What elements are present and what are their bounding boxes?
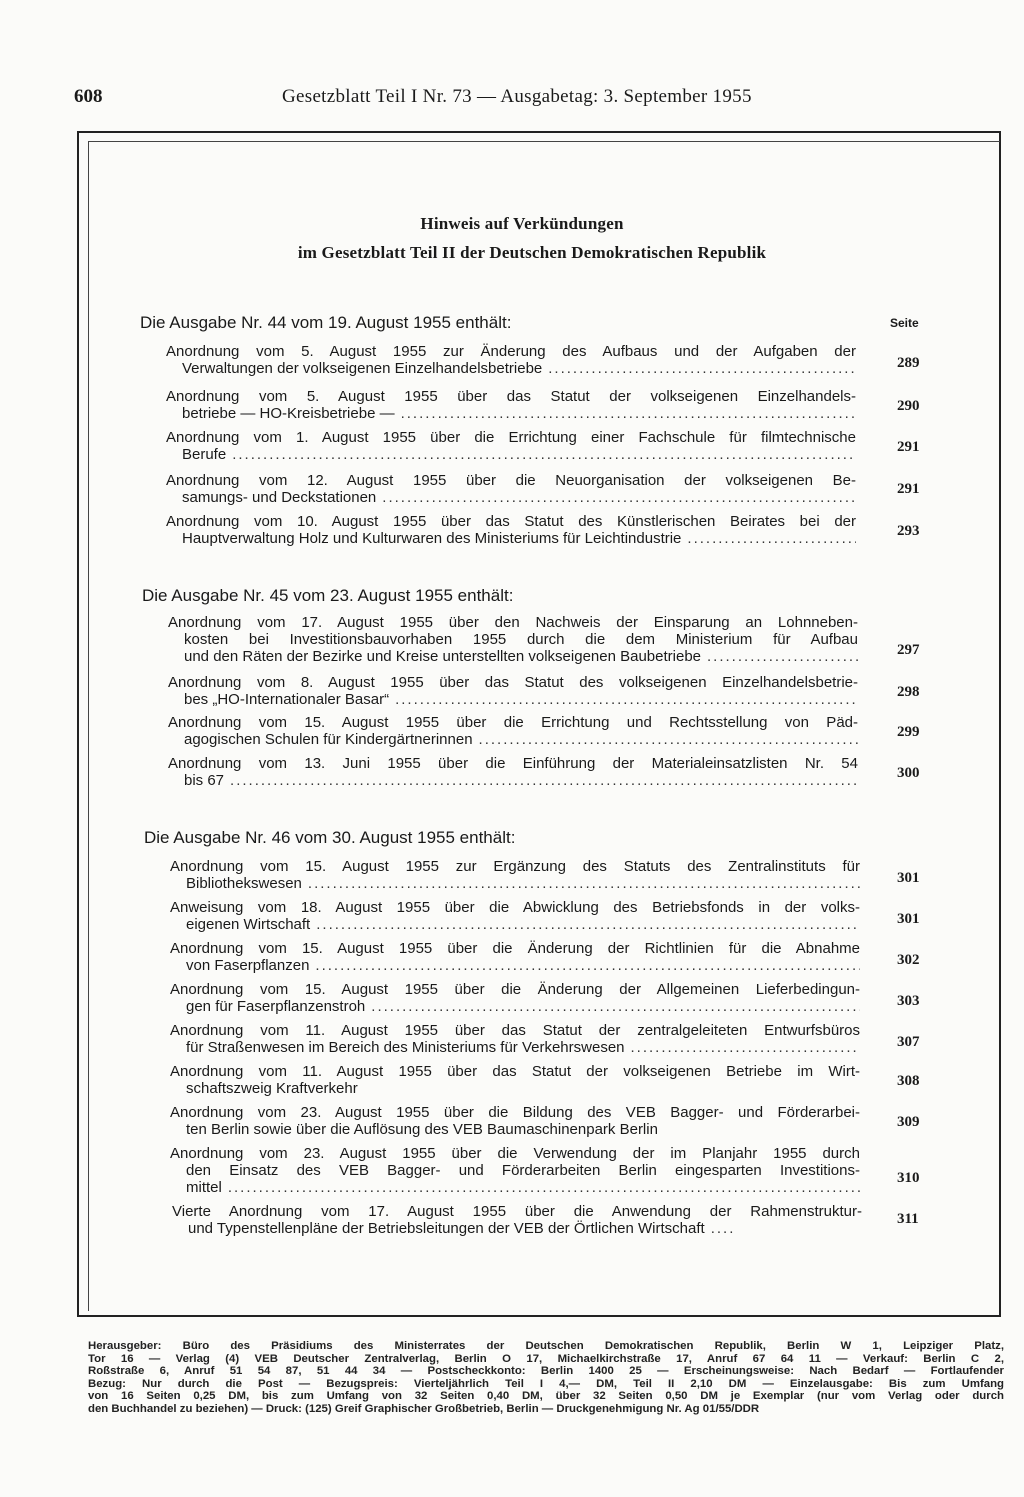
entry-line: bes „HO-Internationaler Basar“ — [184, 691, 390, 708]
notice-title: Hinweis auf Verkündungen — [420, 214, 624, 233]
entry-line: Anweisung vom 18. August 1955 über die Abwicklung des Betriebsfonds in der volks- — [170, 899, 860, 916]
entry-page-number: 308 — [897, 1073, 920, 1089]
entry-line: Anordnung vom 17. August 1955 über den Nachweis der Einsparung an Lohnneben- — [168, 614, 858, 631]
imprint — [88, 1340, 1004, 1416]
imprint-line: Tor 16 — Verlag (4) VEB Deutscher Zentralverlag, Berlin O 17, Michaelkirchstraße 17, Anruf 67 64 11 — Verkauf: Berlin C 2, — [88, 1352, 1004, 1365]
entry-page-number: 302 — [897, 952, 920, 968]
entry-page-number: 301 — [897, 911, 920, 927]
entry-line: Anordnung vom 13. Juni 1955 über die Einführung der Materialeinsatzlisten Nr. 54 — [168, 755, 858, 772]
page-header — [74, 86, 806, 110]
entry-line: und Typenstellenpläne der Betriebsleitungen der VEB der Örtlichen Wirtschaft — [188, 1220, 705, 1237]
issue-heading: Die Ausgabe Nr. 45 vom 23. August 1955 enthält: — [142, 586, 514, 605]
entry-line: Anordnung vom 8. August 1955 über das Statut des volkseigenen Einzelhandelsbetrie- — [168, 674, 858, 691]
imprint-line: Roßstraße 6, Anruf 51 54 87, 51 44 34 — Postscheckkonto: Berlin 1400 25 — Erscheinungsweise: Nach Bedarf — Fortlaufender — [88, 1365, 1004, 1378]
imprint-line: Herausgeber: Büro des Präsidiums des Ministerrates der Deutschen Demokratischen Republik, Berlin W 1, Leipziger Platz, — [88, 1340, 1004, 1352]
entry-line: und den Räten der Bezirke und Kreise unterstellten volkseigenen Baubetriebe — [184, 648, 702, 665]
entry-page-number: 289 — [897, 355, 920, 371]
entry-line: Hauptverwaltung Holz und Kulturwaren des Ministeriums für Leichtindustrie — [182, 530, 682, 547]
entry-line: Anordnung vom 15. August 1955 über die Errichtung und Rechtsstellung von Päd- — [168, 714, 858, 731]
entry-line: Anordnung vom 15. August 1955 zur Ergänzung des Statuts des Zentralinstituts für — [170, 858, 860, 875]
entry-page-number: 300 — [897, 765, 920, 781]
entry-page-number: 301 — [897, 870, 920, 886]
imprint-line: den Buchhandel zu beziehen) — Druck: (125) Greif Graphischer Großbetrieb, Berlin — Druckgenehmigung Nr. Ag 01/55/DDR — [88, 1402, 760, 1415]
entry-line: agogischen Schulen für Kindergärtnerinnen — [184, 731, 473, 748]
entry-line: Anordnung vom 11. August 1955 über das Statut der volkseigenen Betriebe im Wirt- — [170, 1063, 860, 1080]
entry-page-number: 303 — [897, 993, 920, 1009]
entry-line: eigenen Wirtschaft — [186, 916, 311, 933]
entry-page-number: 291 — [897, 481, 920, 497]
entry-page-number: 299 — [897, 724, 920, 740]
entry-line: Anordnung vom 15. August 1955 über die Änderung der Richtlinien für die Abnahme — [170, 940, 860, 957]
entry-line: bis 67 — [184, 772, 225, 789]
entry-line: für Straßenwesen im Bereich des Ministeriums für Verkehrswesen — [186, 1039, 625, 1056]
entry-page-number: 291 — [897, 439, 920, 455]
entry-page-number: 290 — [897, 398, 920, 414]
notice-subtitle: im Gesetzblatt Teil II der Deutschen Demokratischen Republik — [297, 243, 767, 262]
entry-page-number: 310 — [897, 1170, 920, 1186]
entry-page-number: 309 — [897, 1114, 920, 1130]
entry-line: schaftszweig Kraftverkehr — [186, 1080, 358, 1097]
entry-line: Anordnung vom 23. August 1955 über die Bildung des VEB Bagger- und Förderarbei- — [170, 1104, 860, 1121]
entry-line: gen für Faserpflanzenstroh — [186, 998, 366, 1015]
entry-line: samungs- und Deckstationen — [182, 489, 377, 506]
entry-page-number: 298 — [897, 684, 920, 700]
entry-line: kosten bei Investitionsbauvorhaben 1955 durch die dem Ministerium für Aufbau — [184, 631, 858, 648]
entry-page-number: 297 — [897, 642, 920, 658]
entry-page-number: 307 — [897, 1034, 920, 1050]
entry-line: Verwaltungen der volkseigenen Einzelhandelsbetriebe — [182, 360, 543, 377]
entry-line: Anordnung vom 5. August 1955 zur Änderung des Aufbaus und der Aufgaben der — [166, 343, 856, 360]
entry-line: Anordnung vom 15. August 1955 über die Änderung der Allgemeinen Lieferbedingun- — [170, 981, 860, 998]
page-number: 608 — [74, 86, 103, 107]
entry-line: betriebe — HO-Kreisbetriebe — — [182, 405, 395, 422]
entry-line: Anordnung vom 1. August 1955 über die Errichtung einer Fachschule für filmtechnische — [166, 429, 856, 446]
entry-line: von Faserpflanzen — [186, 957, 310, 974]
entry-line: ten Berlin sowie über die Auflösung des VEB Baumaschinenpark Berlin — [186, 1121, 658, 1138]
entry-line: Anordnung vom 5. August 1955 über das Statut der volkseigenen Einzelhandels- — [166, 388, 856, 405]
entry-page-number: 293 — [897, 523, 920, 539]
entry-line: Anordnung vom 10. August 1955 über das Statut des Künstlerischen Beirates bei der — [166, 513, 856, 530]
entry-line: mittel — [186, 1179, 222, 1196]
entry-page-number: 311 — [897, 1211, 919, 1227]
entry-line: Anordnung vom 23. August 1955 über die Verwendung der im Planjahr 1955 durch — [170, 1145, 860, 1162]
entry-line: den Einsatz des VEB Bagger- und Förderarbeiten Berlin eingesparten Investitions- — [186, 1162, 860, 1179]
imprint-line: Bezug: Nur durch die Post — Bezugspreis: Vierteljährlich Teil I 4,— DM, Teil II 2,10 DM — Einzelausgabe: Bis zum Umfang — [88, 1377, 1004, 1390]
issue-heading: Die Ausgabe Nr. 44 vom 19. August 1955 enthält: — [140, 313, 512, 332]
running-head: Gesetzblatt Teil I Nr. 73 — Ausgabetag: 3. September 1955 — [282, 86, 752, 107]
imprint-line: von 16 Seiten 0,25 DM, bis zum Umfang von 32 Seiten 0,40 DM, über 32 Seiten 0,50 DM je Exemplar (nur vom Verlag oder durch — [88, 1390, 1004, 1403]
issue-heading: Die Ausgabe Nr. 46 vom 30. August 1955 enthält: — [144, 828, 516, 847]
entry-line: Anordnung vom 11. August 1955 über das Statut der zentralgeleiteten Entwurfsbüros — [170, 1022, 860, 1039]
entry-line: Bibliothekswesen — [186, 875, 302, 892]
entry-line: Vierte Anordnung vom 17. August 1955 über die Anwendung der Rahmenstruktur- — [172, 1203, 862, 1220]
entry-line: Berufe — [182, 446, 227, 463]
page-column-label: Seite — [890, 316, 919, 330]
entry-line: Anordnung vom 12. August 1955 über die Neuorganisation der volkseigenen Be- — [166, 472, 856, 489]
